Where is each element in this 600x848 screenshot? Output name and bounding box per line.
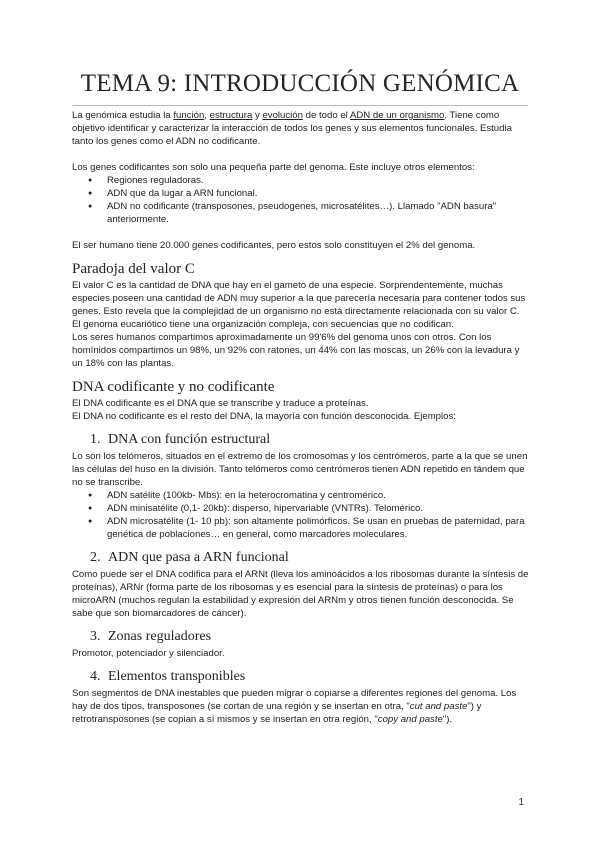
subsection-heading-2 <box>72 549 530 567</box>
list-item: ● ADN minisatélite (0,1- 20kb): disperso, hipervariable (VNTRs). Telomérico. <box>72 502 530 515</box>
intro-text: La genómica estudia la <box>72 110 174 121</box>
italic-term-cut-and-paste: cut and paste <box>409 701 468 712</box>
intro-text: . Tiene como objetivo identificar y caracterizar la interacción de todos los genes y sus elementos funcionales. Estudia tanto los genes como el ADN no codificante. <box>72 110 512 147</box>
paragraph-text: "). <box>442 714 453 725</box>
spacer <box>72 148 530 161</box>
spacer <box>72 226 530 239</box>
italic-term-copy-and-paste: copy and paste <box>377 714 443 725</box>
transposable-paragraph <box>72 687 530 726</box>
subsection-number: 2. <box>90 550 101 565</box>
underlined-term-estructura: estructura <box>209 110 253 121</box>
subsection-title: Zonas reguladores <box>108 629 212 644</box>
document-body <box>72 109 530 726</box>
subsection-number: 4. <box>90 669 101 684</box>
c-value-paragraph-1: El valor C es la cantidad de DNA que hay en el gameto de una especie. Sorprendentemente, muchas especies poseen una cantidad de ADN muy superior a la que parecería necesaria para contener todos sus genes. Esto revela que la complejidad de un organismo no está directamente relacionada con su valor C. <box>72 280 526 317</box>
list-item: ● ADN satélite (100kb- Mbs): en la heterocromatina y centromérico. <box>72 489 530 502</box>
c-value-paragraph-3: Los seres humanos compartimos aproximadamente un 99'6% del genoma unos con otros. Con los homínidos compartimos un 98%, un 92% con ratones, un 44% con las moscas, un 26% con la levadura y un 18% con las plantas. <box>72 332 520 369</box>
section-heading-c-value: Paradoja del valor C <box>72 261 195 277</box>
subsection-title: Elementos transponibles <box>108 669 246 684</box>
intro-text: y <box>252 110 263 121</box>
satellite-list <box>72 489 530 541</box>
underlined-term-funcion: función <box>173 110 205 121</box>
regulatory-paragraph: Promotor, potenciador y silenciador. <box>72 648 225 659</box>
subsection-heading-3 <box>72 628 530 646</box>
document-title: TEMA 9: INTRODUCCIÓN GENÓMICA <box>80 70 520 97</box>
genes-list <box>72 174 530 226</box>
paragraph-text: ") y retrotransposones (se copian a sí mismos y se insertan en otra región, " <box>72 701 482 725</box>
genes-intro-paragraph: Los genes codificantes son solo una pequeña parte del genoma. Este incluye otros elementos: <box>72 162 475 173</box>
list-item: ● Regiones reguladoras. <box>72 174 530 187</box>
title-divider <box>72 105 528 106</box>
underlined-term-adn: ADN de un organismo <box>349 110 445 121</box>
subsection-title: ADN que pasa a ARN funcional <box>108 550 289 565</box>
subsection-number: 3. <box>90 629 101 644</box>
underlined-term-evolucion: evolución <box>262 110 303 121</box>
intro-text: de todo el <box>302 110 350 121</box>
section-heading-dna: DNA codificante y no codificante <box>72 379 275 395</box>
subsection-heading-1 <box>72 431 530 449</box>
intro-paragraph <box>72 109 530 148</box>
page-number: 1 <box>518 797 524 808</box>
list-item: ● ADN no codificante (transposones, pseudogenes, microsatélites…). Llamado "ADN basura" anteriormente. <box>72 200 530 226</box>
subsection-number: 1. <box>90 432 101 447</box>
subsection-heading-4 <box>72 668 530 686</box>
c-value-paragraph-2: El genoma eucariótico tiene una organización compleja, con secuencias que no codifican. <box>72 319 454 330</box>
subsection-title: DNA con función estructural <box>108 432 271 447</box>
dna-paragraph-2: El DNA no codificante es el resto del DNA, la mayoría con función desconocida. Ejemplos: <box>72 411 456 422</box>
list-item: ● ADN microsatélite (1- 10 pb): son altamente polimórficos. Se usan en pruebas de paternidad, para genética de poblaciones… en general, como marcadores moleculares. <box>72 515 530 541</box>
intro-text: , <box>204 110 210 121</box>
list-item: ● ADN que da lugar a ARN funcional. <box>72 187 530 200</box>
human-genes-paragraph: El ser humano tiene 20.000 genes codificantes, pero estos solo constituyen el 2% del genoma. <box>72 240 476 251</box>
paragraph-text: Son segmentos de DNA inestables que pueden migrar o copiarse a diferentes regiones del genoma. Los hay de dos tipos, transposones (se cortan de una región y se insertan en otra, " <box>72 688 517 712</box>
functional-rna-paragraph: Como puede ser el DNA codifica para el ARNt (lleva los aminoácidos a los ribosomas durante la síntesis de proteínas), ARNr (forma parte de los ribosomas y es esencial para la síntesis de proteínas) o para los microARN (muchos regulan la estabilidad y expresión del ARNm y otros tienen función desconocida. Se sabe que son biomarcadores de cáncer). <box>72 569 529 619</box>
structural-paragraph: Lo son los telómeros, situados en el extremo de los cromosomas y los centrómeros, parte a la que se unen las células del huso en la división. Tanto telómeros como centrómeros tienen ADN repetido en tándem que no se transcribe. <box>72 451 528 488</box>
dna-paragraph-1: El DNA codificante es el DNA que se transcribe y traduce a proteínas. <box>72 398 369 409</box>
